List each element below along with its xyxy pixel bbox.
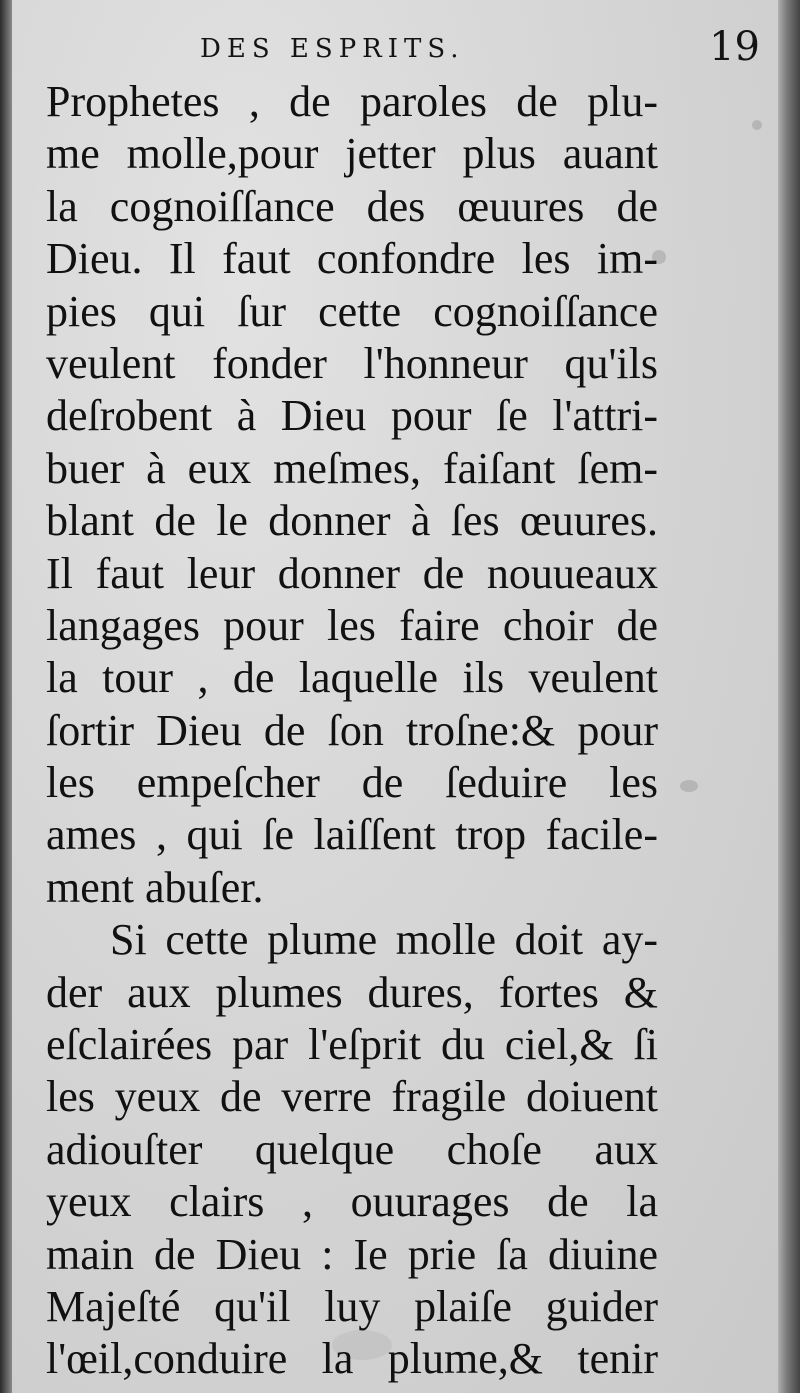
text-line: ames , qui ſe laiſſent trop facile-	[46, 810, 658, 860]
text-line: deſrobent à Dieu pour ſe l'attri-	[46, 391, 658, 441]
text-line: la cognoiſſance des œuures de	[46, 181, 658, 231]
text-line: eſclairées par l'eſprit du ciel,& ſi	[46, 1020, 658, 1070]
text-line: yeux clairs , ouurages de la	[46, 1177, 658, 1227]
text-line: pies qui ſur cette cognoiſſance	[46, 286, 658, 336]
paper-stain	[680, 780, 698, 792]
text-line: veulent fonder l'honneur qu'ils	[46, 338, 658, 388]
text-line: der aux plumes dures, fortes &	[46, 967, 658, 1017]
text-line: ſortir Dieu de ſon troſne:& pour	[46, 705, 658, 755]
text-line: main de Dieu : Ie prie ſa diuine	[46, 1229, 658, 1279]
body-text	[46, 76, 658, 1386]
text-line: la tour , de laquelle ils veulent	[46, 653, 658, 703]
text-line: Prophetes , de paroles de plu-	[46, 77, 658, 126]
text-line: les yeux de verre fragile doiuent	[46, 1072, 658, 1122]
text-line: Dieu. Il faut confondre les im-	[46, 234, 658, 284]
text-line: ment abuſer.	[46, 862, 264, 912]
text-line: langages pour les faire choir de	[46, 600, 658, 650]
page-header	[200, 24, 760, 70]
text-line: l'œil,conduire la plume,& tenir	[46, 1334, 658, 1384]
page-edge-shadow	[778, 0, 800, 1393]
running-title: DES ESPRITS.	[200, 34, 465, 64]
page-number: 19	[709, 24, 760, 70]
text-line: me molle,pour jetter plus auant	[46, 129, 658, 179]
text-line: buer à eux meſmes, faiſant ſem-	[46, 443, 658, 493]
paper-stain	[752, 120, 762, 130]
text-line: Si cette plume molle doit ay-	[110, 915, 658, 965]
text-line: adiouſter quelque choſe aux	[46, 1124, 658, 1174]
text-line: les empeſcher de ſeduire les	[46, 758, 658, 808]
text-line: blant de le donner à ſes œuures.	[46, 496, 658, 546]
text-line: Il faut leur donner de nouueaux	[46, 548, 658, 598]
text-line: Majeſté qu'il luy plaiſe guider	[46, 1281, 658, 1331]
